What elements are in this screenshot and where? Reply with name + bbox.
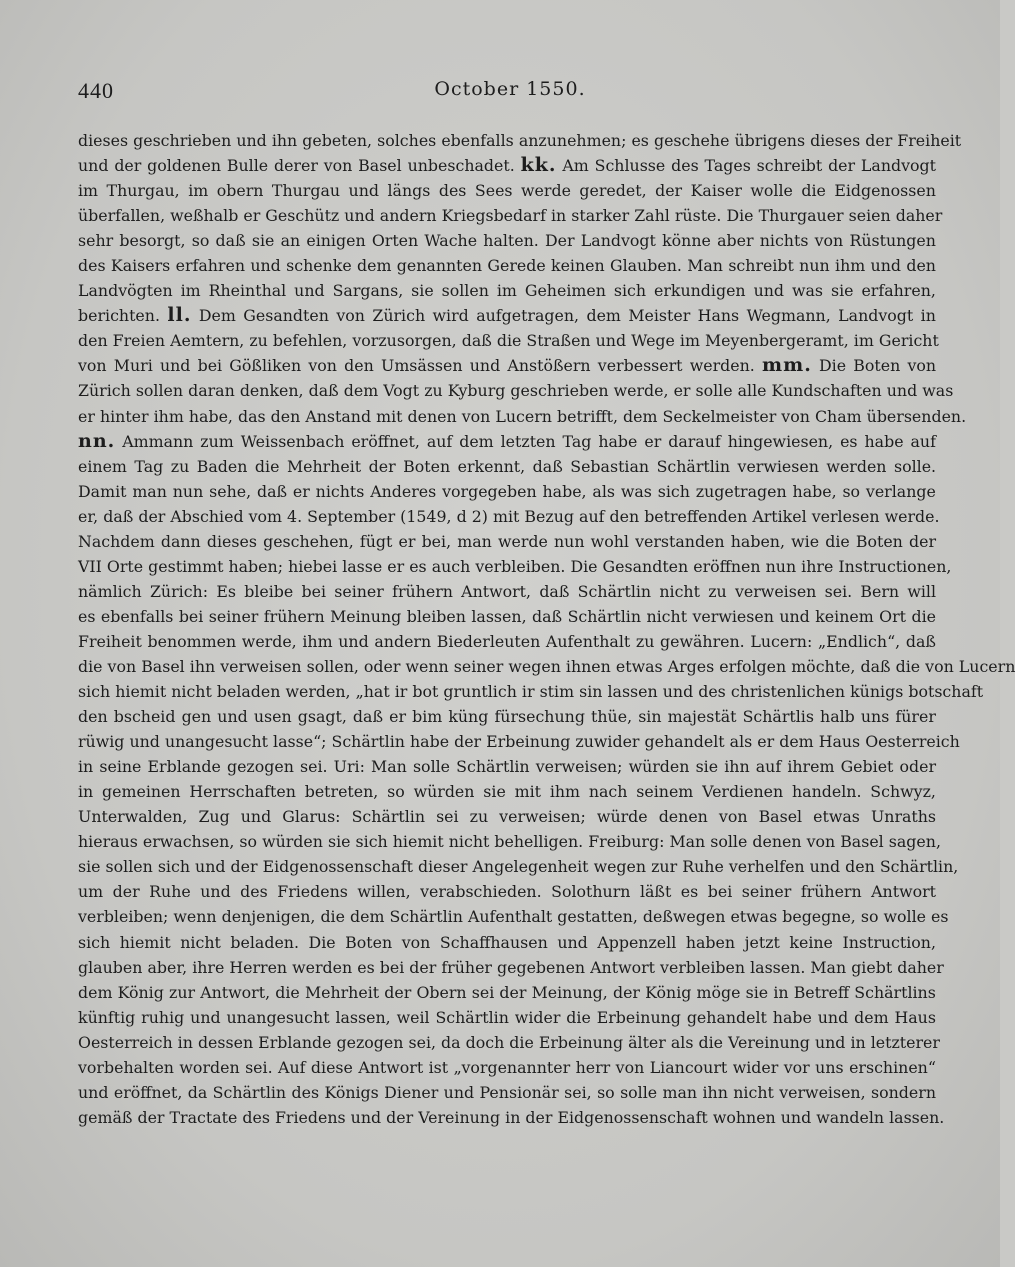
text-line: dieses geschrieben und ihn gebeten, solches ebenfalls anzunehmen; es geschehe übrigens dieses der Freiheit — [78, 131, 962, 150]
text-line: gemäß der Tractate des Friedens und der Vereinung in der Eidgenossenschaft wohnen und wandeln lassen. — [78, 1107, 945, 1127]
text-line: sich hiemit nicht beladen. Die Boten von Schaffhausen und Appenzell haben jetzt keine Instruction, — [78, 932, 937, 952]
text-line: nämlich Zürich: Es bleibe bei seiner frühern Antwort, daß Schärtlin nicht zu verweisen sei. Bern will — [78, 581, 937, 601]
text-line: sie sollen sich und der Eidgenossenschaft dieser Angelegenheit wegen zur Ruhe verhelfen und den Schärtlin, — [78, 857, 959, 877]
text-line: den bscheid gen und usen gsagt, daß er bim küng fürsechung thüe, sin majestät Schärtlis halb uns fürer — [78, 707, 936, 727]
text-line: dem König zur Antwort, die Mehrheit der Obern sei der Meinung, der König möge sie in Betreff Schärtlins — [78, 982, 936, 1002]
text-line: von Muri und bei Gößliken von den Umsässen und Anstößern verbessert werden. mm. Die Boten von — [78, 354, 937, 377]
section-marker: ll. — [167, 304, 192, 327]
text-line: er hinter ihm habe, das den Anstand mit denen von Lucern betrifft, dem Seckelmeister von Cham übersenden. — [78, 406, 967, 426]
text-line: Freiheit benommen werde, ihm und andern Biederleuten Aufenthalt zu gewähren. Lucern: „Endlich“, daß — [78, 631, 936, 651]
text-line: vorbehalten worden sei. Auf diese Antwort ist „vorgenannter herr von Liancourt wider vor uns erschinen“ — [78, 1057, 936, 1077]
text-line: Zürich sollen daran denken, daß dem Vogt zu Kyburg geschrieben werde, er solle alle Kundschaften und was — [78, 381, 954, 401]
text-line: den Freien Aemtern, zu befehlen, vorzusorgen, daß die Straßen und Wege im Meyenbergeramt, im Gericht — [78, 331, 939, 351]
text-line: Unterwalden, Zug und Glarus: Schärtlin sei zu verweisen; würde denen von Basel etwas Unraths — [78, 807, 937, 827]
text-line: und eröffnet, da Schärtlin des Königs Diener und Pensionär sei, so solle man ihn nicht verweisen, sondern — [78, 1082, 936, 1102]
text-line: glauben aber, ihre Herren werden es bei der früher gegebenen Antwort verbleiben lassen. Man giebt daher — [78, 957, 944, 977]
text-line: Nachdem dann dieses geschehen, fügt er bei, man werde nun wohl verstanden haben, wie die Boten der — [78, 531, 937, 551]
text-line: und der goldenen Bulle derer von Basel unbeschadet. kk. Am Schlusse des Tages schreibt der Landvogt — [78, 154, 937, 177]
text-line: Landvögten im Rheinthal und Sargans, sie sollen im Geheimen sich erkundigen und was sie erfahren, — [78, 281, 936, 301]
text-line: des Kaisers erfahren und schenke dem genannten Gerede keinen Glauben. Man schreibt nun ihm und den — [78, 256, 936, 276]
text-line: einem Tag zu Baden die Mehrheit der Boten erkennt, daß Sebastian Schärtlin verwiesen werden solle. — [78, 456, 937, 476]
text-line: künftig ruhig und unangesucht lassen, weil Schärtlin wider die Erbeinung gehandelt habe und dem Haus — [78, 1007, 936, 1027]
section-marker: nn. — [78, 429, 116, 452]
text-line: er, daß der Abschied vom 4. September (1549, d 2) mit Bezug auf den betreffenden Artikel verlesen werde. — [78, 506, 940, 526]
running-title: October 1550. — [434, 78, 586, 100]
text-line: im Thurgau, im obern Thurgau und längs des Sees werde geredet, der Kaiser wolle die Eidgenossen — [78, 181, 936, 201]
text-line: es ebenfalls bei seiner frühern Meinung bleiben lassen, daß Schärtlin nicht verwiesen und keinem Ort die — [78, 606, 936, 626]
text-line: VII Orte gestimmt haben; hiebei lasse er es auch verbleiben. Die Gesandten eröffnen nun ihre Instructionen, — [78, 556, 952, 576]
section-marker: kk. — [520, 154, 557, 177]
text-line: die von Basel ihn verweisen sollen, oder wenn seiner wegen ihnen etwas Arges erfolgen möchte, daß die von Lucern — [78, 656, 1015, 676]
text-line: überfallen, weßhalb er Geschütz und andern Kriegsbedarf in starker Zahl rüste. Die Thurgauer seien daher — [78, 206, 943, 226]
section-marker: mm. — [761, 354, 812, 377]
text-line: nn. Ammann zum Weissenbach eröffnet, auf dem letzten Tag habe er darauf hingewiesen, es habe auf — [78, 429, 936, 452]
text-line: berichten. ll. Dem Gesandten von Zürich wird aufgetragen, dem Meister Hans Wegmann, Landvogt in — [78, 304, 936, 327]
page-number: 440 — [78, 78, 114, 103]
body-text — [78, 128, 1015, 1130]
text-line: in gemeinen Herrschaften betreten, so würden sie mit ihm nach seinem Verdienen handeln. Schwyz, — [78, 782, 936, 802]
text-line: in seine Erblande gezogen sei. Uri: Man solle Schärtlin verweisen; würden sie ihn auf ihrem Gebiet oder — [78, 757, 937, 777]
text-line: Damit man nun sehe, daß er nichts Anderes vorgegeben habe, als was sich zugetragen habe, so verlange — [78, 481, 936, 501]
text-line: hieraus erwachsen, so würden sie sich hiemit nicht behelligen. Freiburg: Man solle denen von Basel sagen, — [78, 832, 941, 852]
page-header — [78, 78, 942, 110]
text-line: sich hiemit nicht beladen werden, „hat ir bot gruntlich ir stim sin lassen und des christenlichen künigs botschaft — [78, 682, 984, 702]
text-line: sehr besorgt, so daß sie an einigen Orten Wache halten. Der Landvogt könne aber nichts von Rüstungen — [78, 231, 936, 251]
text-line: rüwig und unangesucht lasse“; Schärtlin habe der Erbeinung zuwider gehandelt als er dem Haus Oesterreich — [78, 732, 960, 752]
text-line: Oesterreich in dessen Erblande gezogen sei, da doch die Erbeinung älter als die Vereinung und in letzterer — [78, 1032, 940, 1052]
text-line: um der Ruhe und des Friedens willen, verabschieden. Solothurn läßt es bei seiner frühern Antwort — [78, 882, 937, 902]
text-line: verbleiben; wenn denjenigen, die dem Schärtlin Aufenthalt gestatten, deßwegen etwas begegne, so wolle es — [78, 907, 949, 927]
